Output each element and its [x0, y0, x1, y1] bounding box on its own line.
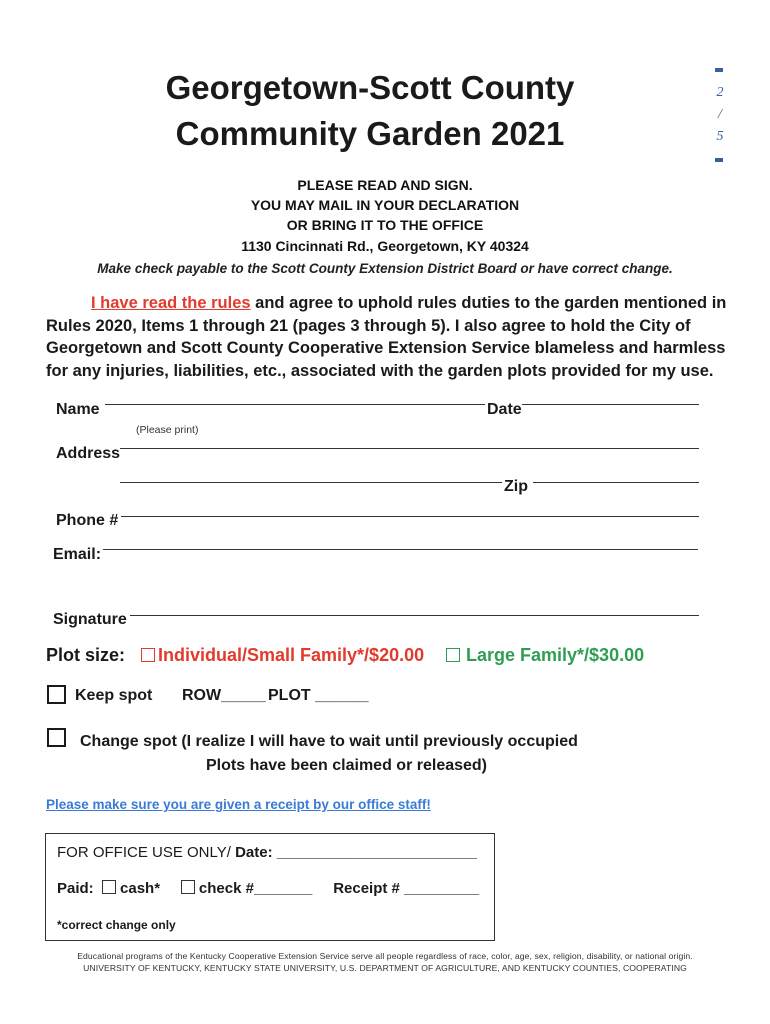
check-number-field[interactable]: check #_______ [198, 880, 313, 897]
address-field-line1[interactable] [120, 448, 699, 449]
plot-option-small[interactable] [141, 645, 424, 666]
email-label: Email: [53, 546, 102, 563]
rules-link[interactable]: I have read the rules [91, 294, 251, 312]
declaration-line2: Rules 2020, Items 1 through 21 (pages 3 through 5). I also agree to hold the City of [46, 316, 691, 335]
office-date-field[interactable]: Date: ________________________ [235, 844, 477, 861]
correct-change-footnote: *correct change only [57, 918, 176, 932]
date-label: Date [487, 401, 522, 418]
change-spot-checkbox[interactable] [47, 728, 66, 747]
plot-option-large-label: Large Family*/$30.00 [466, 645, 645, 665]
instruction-line2: YOU MAY MAIL IN YOUR DECLARATION [250, 197, 520, 213]
cash-label: cash* [120, 880, 161, 897]
office-use-heading: FOR OFFICE USE ONLY/ [57, 844, 231, 861]
page-indicator-total: 5 [716, 129, 724, 144]
plot-option-large[interactable] [446, 645, 644, 666]
page-indicator-bottom-bar [715, 158, 723, 162]
declaration-line1-text: and agree to uphold rules duties to the garden mentioned in [250, 294, 727, 312]
receipt-note: Please make sure you are given a receipt by our office staff! [46, 797, 431, 812]
plot-size-label: Plot size: [46, 645, 126, 665]
check-checkbox[interactable] [181, 880, 195, 894]
change-spot-line2: Plots have been claimed or released) [206, 757, 488, 774]
name-label: Name [56, 401, 100, 418]
keep-spot-label: Keep spot [75, 687, 153, 704]
name-hint: (Please print) [136, 424, 199, 436]
change-spot-line1: Change spot (I realize I will have to wait until previously occupied [80, 733, 578, 750]
instruction-line3: OR BRING IT TO THE OFFICE [286, 217, 484, 233]
address-field-line2[interactable] [120, 482, 502, 483]
declaration-line4: for any injuries, liabilities, etc., associated with the garden plots provided for my use. [46, 361, 714, 380]
declaration-line3: Georgetown and Scott County Cooperative Extension Service blameless and harmless [46, 339, 726, 357]
keep-spot-checkbox[interactable] [47, 685, 66, 704]
office-paid-row [57, 880, 479, 897]
footer-line2: UNIVERSITY OF KENTUCKY, KENTUCKY STATE UNIVERSITY, U.S. DEPARTMENT OF AGRICULTURE, AND KENTUCKY COUNTIES, COOPERATING [83, 963, 687, 973]
date-field[interactable] [522, 404, 699, 405]
phone-label: Phone # [56, 512, 119, 529]
zip-field[interactable] [533, 482, 699, 483]
office-use-heading-row [57, 844, 477, 861]
page-title-line1: Georgetown-Scott County [165, 69, 575, 106]
office-address: 1130 Cincinnati Rd., Georgetown, KY 40324 [241, 238, 529, 254]
page-indicator-current: 2 [716, 85, 724, 100]
signature-field[interactable] [130, 615, 699, 616]
paid-label: Paid: [57, 880, 94, 897]
plot-option-small-label: Individual/Small Family*/$20.00 [158, 645, 425, 665]
footer-line1: Educational programs of the Kentucky Cooperative Extension Service serve all people regardless of race, color, age, sex, religion, disability, or national origin. [77, 951, 693, 961]
checkbox-large-family[interactable] [446, 648, 460, 662]
plot-number-field[interactable]: PLOT ______ [268, 687, 369, 704]
zip-label: Zip [504, 478, 528, 495]
office-use-box [45, 833, 495, 941]
address-label: Address [56, 445, 121, 462]
name-field[interactable] [105, 404, 485, 405]
page-indicator-top-bar [715, 68, 723, 72]
row-field[interactable]: ROW_____ [182, 687, 266, 704]
payment-note: Make check payable to the Scott County Extension District Board or have correct change. [97, 261, 673, 276]
checkbox-small-family[interactable] [141, 648, 155, 662]
page-indicator-separator: / [718, 107, 722, 122]
cash-checkbox[interactable] [102, 880, 116, 894]
phone-field[interactable] [121, 516, 699, 517]
email-field[interactable] [103, 549, 698, 550]
declaration-paragraph [46, 292, 727, 382]
signature-label: Signature [53, 611, 127, 628]
instruction-line1: PLEASE READ AND SIGN. [297, 177, 473, 193]
receipt-number-field[interactable]: Receipt # _________ [333, 880, 480, 897]
page-title-line2: Community Garden 2021 [175, 115, 565, 152]
